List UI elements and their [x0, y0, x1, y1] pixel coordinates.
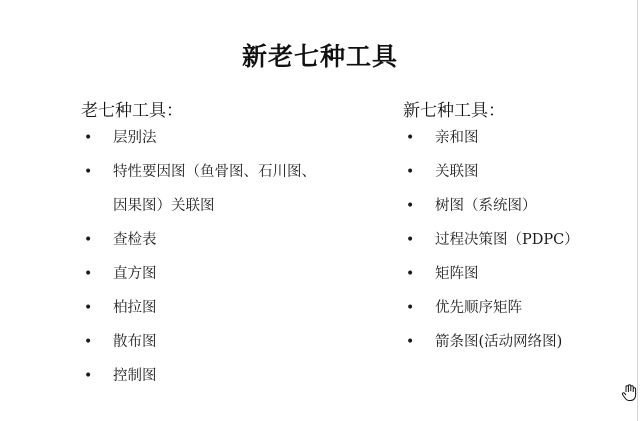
list-item [81, 266, 381, 283]
list-item-label: 关联图 [435, 164, 479, 180]
list-item [81, 164, 381, 215]
list-item [403, 198, 633, 215]
bullet-icon: • [84, 300, 93, 316]
list-item-label: 优先顺序矩阵 [435, 300, 522, 316]
list-item [81, 334, 381, 351]
list-item-label: 查检表 [113, 232, 157, 248]
bullet-icon: • [84, 334, 93, 350]
new-tools-list [403, 130, 633, 351]
list-item [403, 164, 633, 181]
list-item [403, 130, 633, 147]
list-item-label: 柏拉图 [113, 300, 157, 316]
new-tools-heading: 新七种工具： [403, 101, 505, 121]
slide-title: 新老七种工具 [241, 42, 398, 71]
bullet-icon: • [84, 130, 93, 146]
list-item [403, 266, 633, 283]
list-item-label: 特性要因图（鱼骨图、石川图、 [113, 164, 316, 180]
list-item [403, 300, 633, 317]
old-tools-heading: 老七种工具： [81, 101, 183, 121]
list-item [81, 300, 381, 317]
new-tools-column [403, 100, 633, 368]
list-item-label: 过程决策图（PDPC） [435, 232, 579, 248]
list-item-label: 树图（系统图） [435, 198, 537, 214]
bullet-icon: • [84, 232, 93, 248]
list-item [403, 232, 633, 249]
bullet-icon: • [406, 334, 415, 350]
list-item-label: 矩阵图 [435, 266, 479, 282]
bullet-icon: • [84, 266, 93, 282]
list-item-label: 控制图 [113, 368, 157, 384]
bullet-icon: • [406, 198, 415, 214]
bullet-icon: • [84, 368, 93, 384]
list-item-label: 箭条图(活动网络图) [435, 334, 563, 350]
bullet-icon: • [406, 300, 415, 316]
list-item-label: 散布图 [113, 334, 157, 350]
old-tools-list [81, 130, 381, 385]
list-item [81, 368, 381, 385]
hand-pointer-icon [621, 384, 637, 402]
list-item [81, 130, 381, 147]
bullet-icon: • [406, 266, 415, 282]
bullet-icon: • [406, 232, 415, 248]
list-item-label-continued: 因果图）关联图 [113, 198, 215, 214]
list-item-label: 直方图 [113, 266, 157, 282]
old-tools-column [81, 100, 381, 402]
list-item-label: 层别法 [113, 130, 157, 146]
list-item [403, 334, 633, 351]
list-item-label: 亲和图 [435, 130, 479, 146]
list-item [81, 232, 381, 249]
bullet-icon: • [84, 164, 93, 180]
bullet-icon: • [406, 164, 415, 180]
bullet-icon: • [406, 130, 415, 146]
